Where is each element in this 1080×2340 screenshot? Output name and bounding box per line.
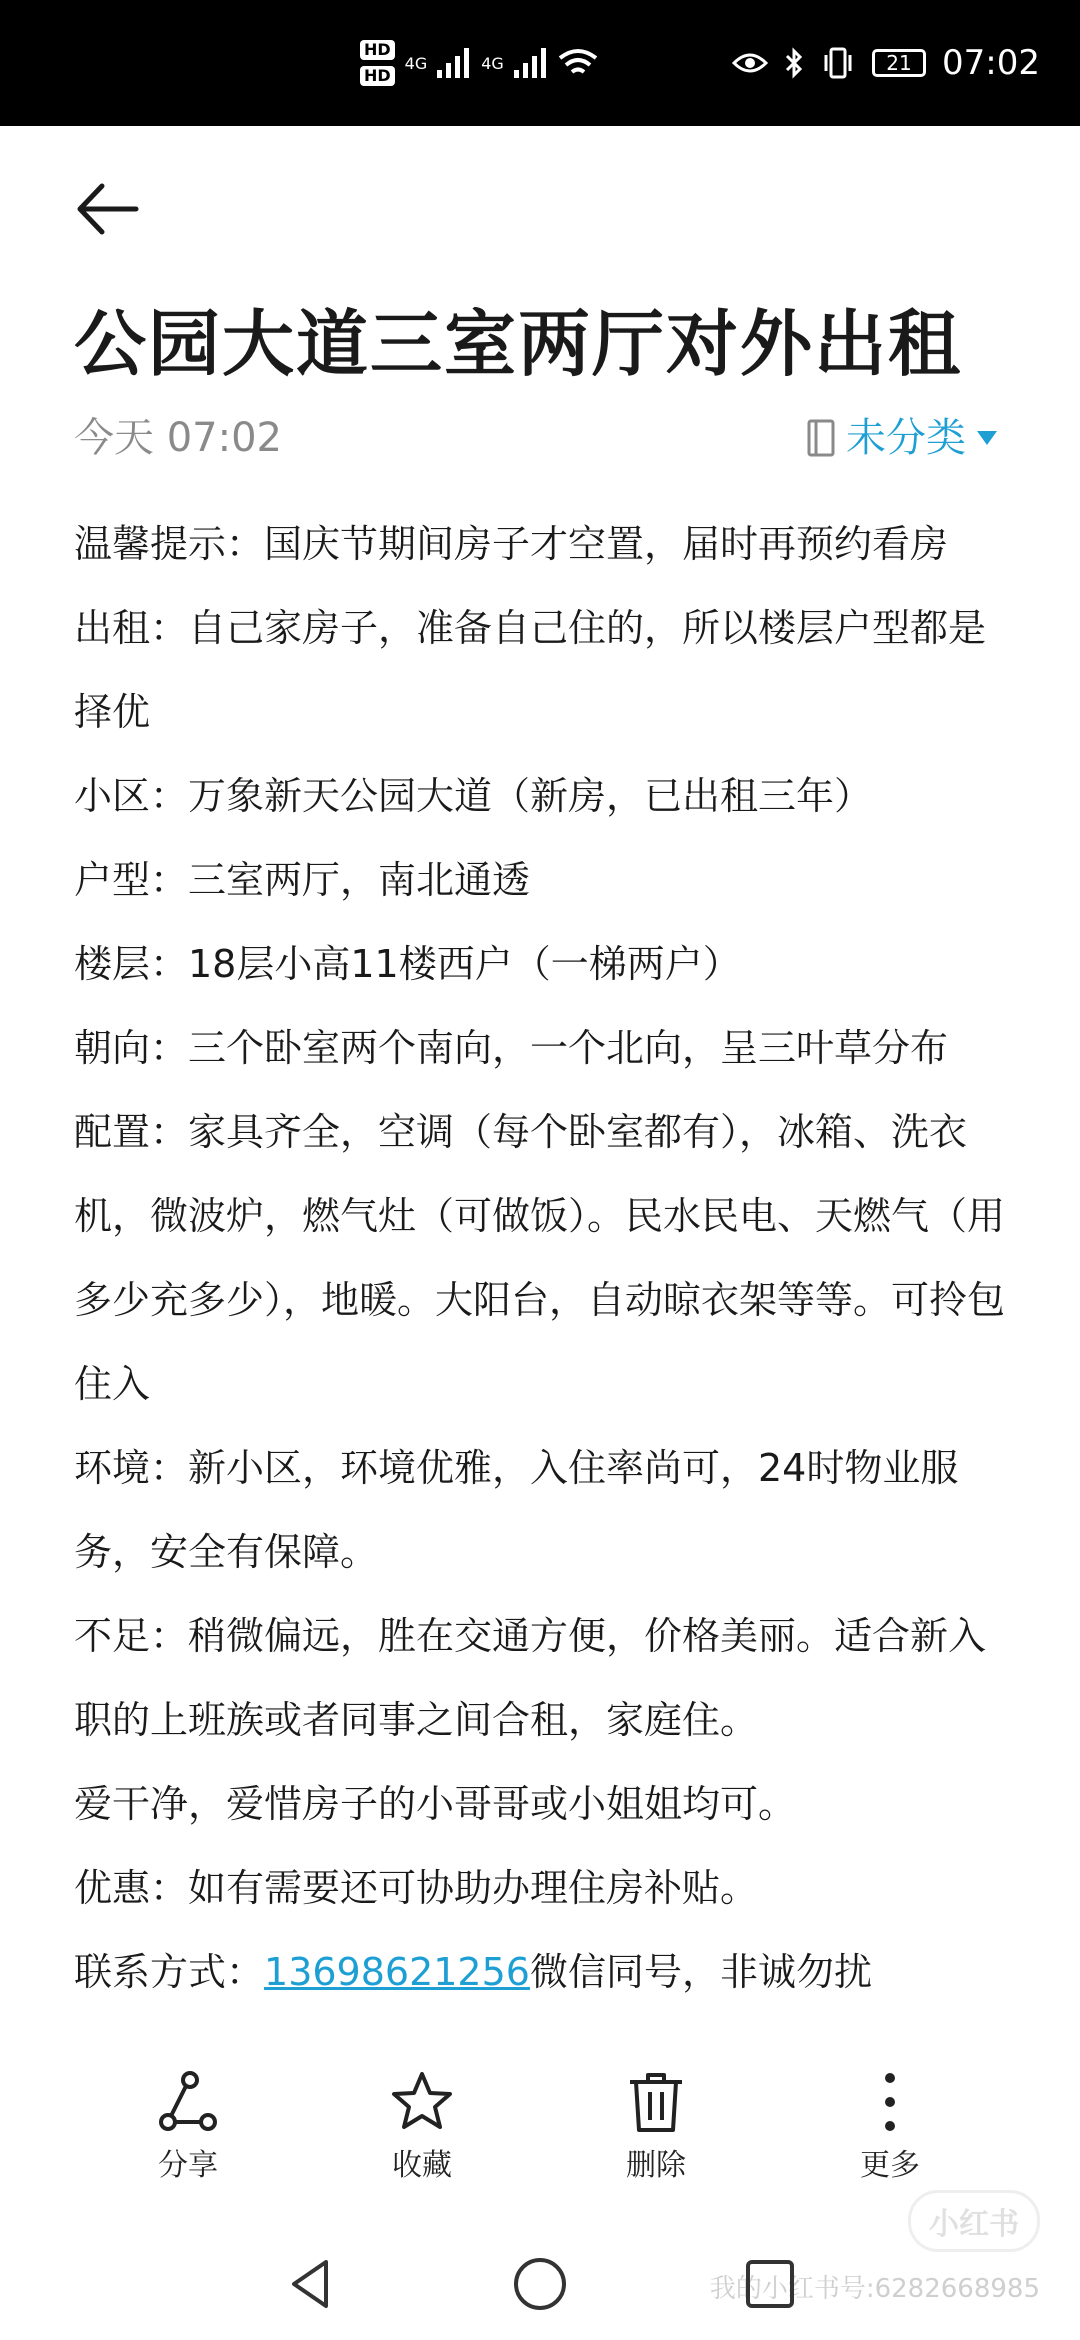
body-line: 温馨提示：国庆节期间房子才空置，届时再预约看房 [74,522,949,566]
body-line: 户型：三室两厅，南北通透 [74,858,531,902]
body-line: 小区：万象新天公园大道（新房，已出租三年） [74,774,873,818]
contact-label: 联系方式： [74,1950,265,1994]
status-left [360,0,598,126]
vibrate-icon [820,47,856,79]
bottom-toolbar [0,2070,1080,2210]
body-line: 楼层：18层小高11楼西户（一梯两户） [74,942,741,986]
delete-label: 删除 [626,2148,686,2183]
body-line: 配置：家具齐全，空调（每个卧室都有），冰箱、洗衣机，微波炉，燃气灶（可做饭）。民水民电、天燃气（用多少充多少），地暖。大阳台，自动晾衣架等等。可拎包住入 [74,1110,1006,1406]
more-vertical-icon [858,2070,922,2134]
bluetooth-icon [784,47,804,79]
dropdown-triangle-icon [976,430,998,446]
star-icon [390,2070,454,2134]
battery-indicator: 21 [872,49,926,77]
watermark-id: 我的小红书号:6282668985 [709,2274,1040,2304]
nav-home-icon[interactable] [512,2256,568,2312]
status-bar [0,0,1080,126]
contact-line [74,1930,1020,2014]
body-line: 爱干净，爱惜房子的小哥哥或小姐姐均可。 [74,1782,797,1826]
share-button[interactable] [88,2070,288,2184]
hd-badge-2: HD [360,66,395,86]
share-icon [156,2070,220,2134]
favorite-label: 收藏 [392,2148,452,2183]
share-label: 分享 [158,2148,218,2183]
clock: 07:02 [942,43,1040,83]
contact-suffix: 微信同号，非诚勿扰 [529,1950,872,1994]
note-body[interactable] [74,502,1020,2014]
body-line: 优惠：如有需要还可协助办理住房补贴。 [74,1866,759,1910]
body-line: 环境：新小区，环境优雅，入住率尚可，24时物业服务，安全有保障。 [74,1446,959,1574]
book-icon [806,418,836,458]
more-label: 更多 [860,2148,920,2183]
eye-icon [732,51,768,75]
category-selector[interactable] [806,410,998,466]
status-right [732,0,1040,126]
wifi-icon [558,48,598,78]
watermark-logo: 小红书 [908,2190,1040,2252]
hd-indicators [360,40,395,86]
nav-recents-icon[interactable] [742,2256,798,2312]
back-arrow-icon[interactable] [72,174,142,244]
hd-badge-1: HD [360,40,395,60]
phone-link[interactable]: 13698621256 [264,1950,530,1994]
signal-icon [514,48,548,78]
note-date: 今天 07:02 [74,415,282,461]
nav-back-icon[interactable] [284,2256,340,2312]
body-line: 不足：稍微偏远，胜在交通方便，价格美丽。适合新入职的上班族或者同事之间合租，家庭住。 [74,1614,987,1742]
more-button[interactable] [790,2070,990,2184]
network-type-2: 4G [481,53,504,73]
signal-icon [437,48,471,78]
trash-icon [624,2070,688,2134]
delete-button[interactable] [556,2070,756,2184]
body-line: 出租：自己家房子，准备自己住的，所以楼层户型都是择优 [74,606,987,734]
favorite-button[interactable] [322,2070,522,2184]
category-label: 未分类 [846,415,966,461]
network-type-1: 4G [404,53,428,73]
body-line: 朝向：三个卧室两个南向，一个北向，呈三叶草分布 [74,1026,949,1070]
system-nav-bar [0,2236,1080,2340]
note-title: 公园大道三室两厅对外出租 [74,302,963,386]
